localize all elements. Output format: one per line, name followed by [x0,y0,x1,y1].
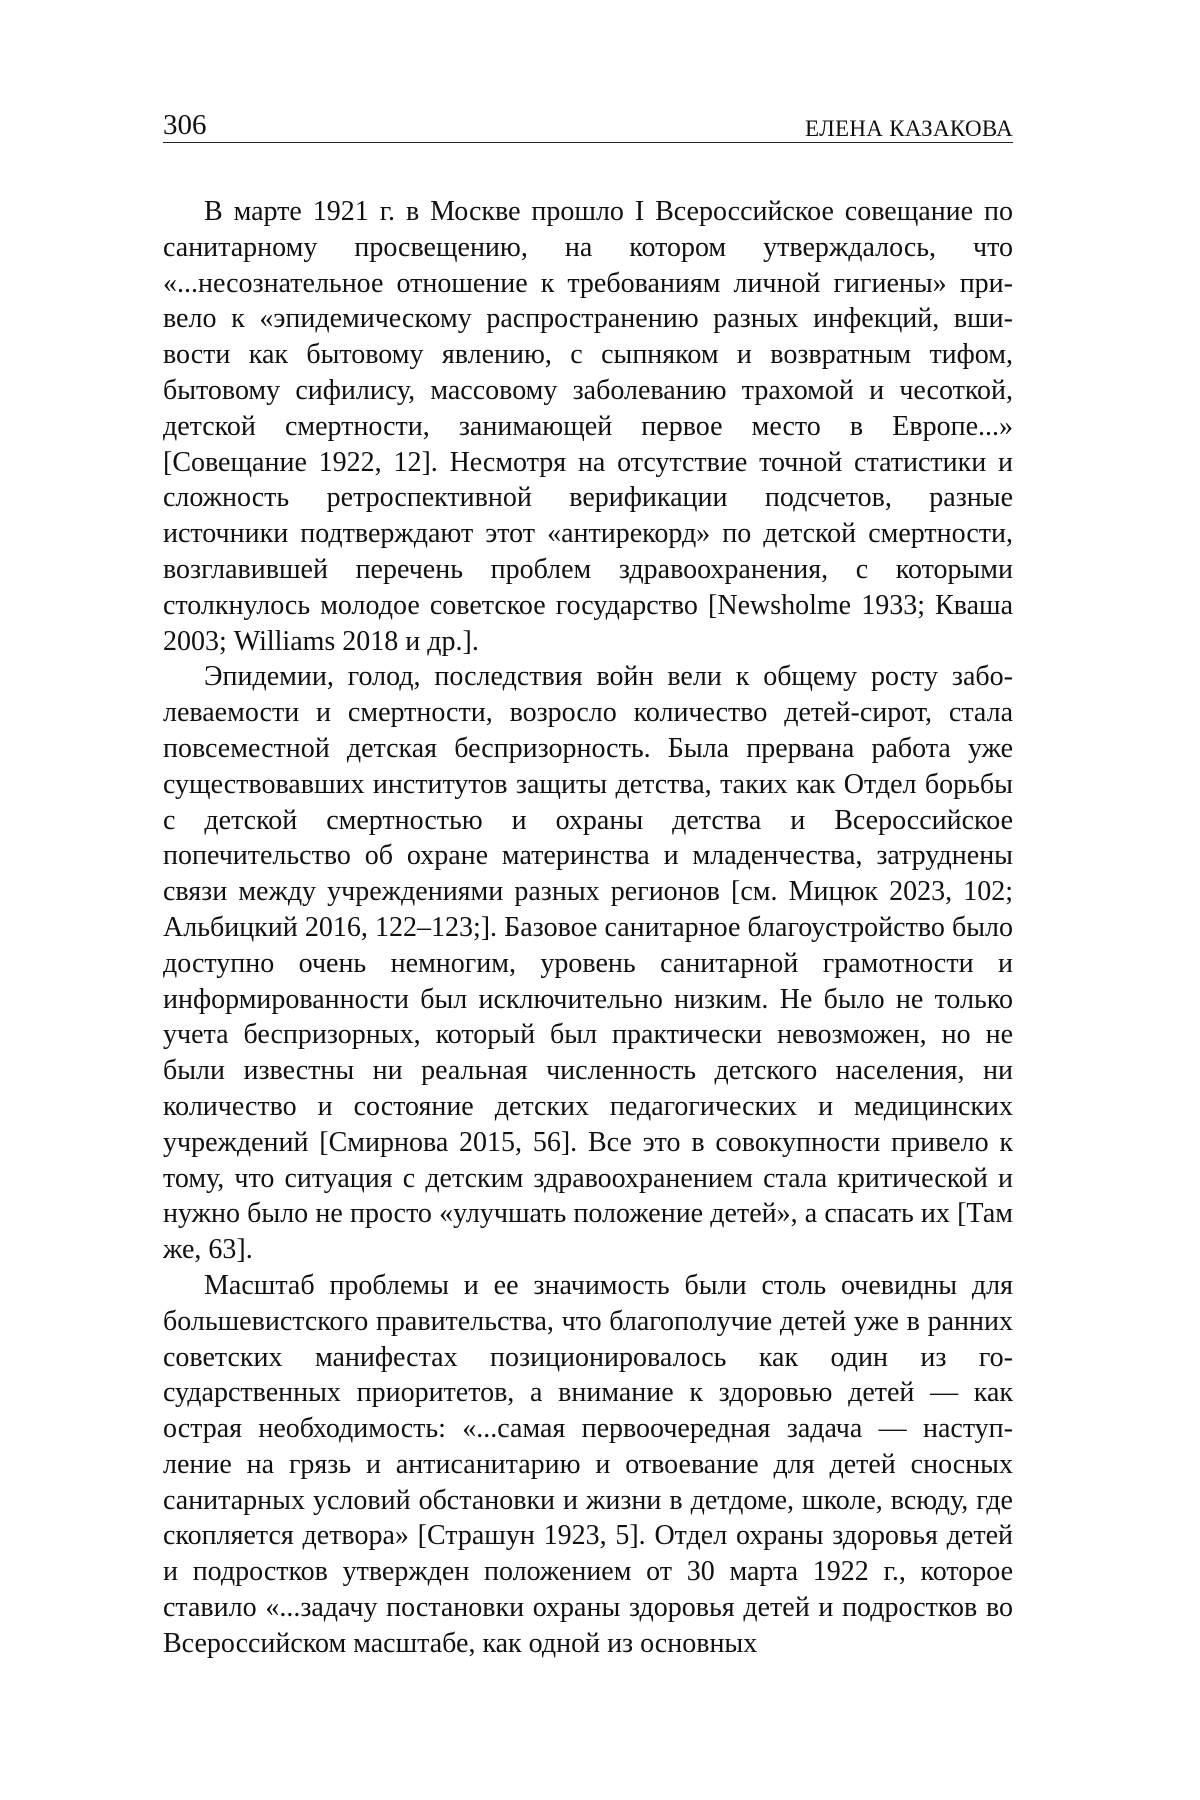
running-header-author: ЕЛЕНА КАЗАКОВА [805,116,1013,141]
paragraph-2: Эпидемии, голод, последствия войн вели к общему росту заболеваемости и смертности, возросло количество детей-сирот, стала повсеместной детская беспризорность. Была прервана работа уже существовавших институтов защиты детства, таких как Отдел борьбы с детской смертностью и охраны детства и Всероссийское попечительство об охране материнства и младенчества, затруднены связи между учреждениями разных регионов [см. Мицюк 2023, 102; Альбицкий 2016, 122–123;]. Базовое санитарное благоустройство было доступно очень немногим, уровень санитарной грамотности и информированности был исключительно низким. Не было не только учета беспризорных, который был практически невозможен, но не были известны ни реальная численность детского населения, ни количество и состояние детских педагогических и медицинских учреждений [Смирнова 2015, 56]. Все это в совокупности привело к тому, что ситуация с детским здравоохранением стала критической и нужно было не просто «улучшать положение детей», а спасать их [Там же, 63]. [163,661,1013,1266]
paragraph-1: В марте 1921 г. в Москве прошло I Всероссийское совещание по санитарному просвещению, на котором утверждалось, что «...несознательное отношение к требованиям личной гигиены» привело к «эпидемическому распространению разных инфекций, вшивости как бытовому явлению, с сыпняком и возвратным тифом, бытовому сифилису, массовому заболеванию трахомой и чесоткой, детской смертности, занимающей первое место в Европе...» [Совещание 1922, 12]. Несмотря на отсутствие точной статистики и сложность ретроспективной верификации подсчетов, разные источники подтверждают этот «антирекорд» по детской смертности, возглавившей перечень проблем здравоохранения, с которыми столкнулось молодое советское государство [Newsholme 1933; Кваша 2003; Williams 2018 и др.]. [163,196,1013,657]
book-page [163,100,1013,1662]
page-number: 306 [163,109,207,141]
running-header [163,100,1013,143]
body-text [163,194,1013,1662]
paragraph-3: Масштаб проблемы и ее значимость были столь очевидны для большевистского правительства, что благополучие детей уже в ранних советских манифестах позиционировалось как один из государственных приоритетов, а внимание к здоровью детей — как острая необходимость: «...самая первоочередная задача — наступление на грязь и антисанитарию и отвоевание для детей сносных санитарных условий обстановки и жизни в детдоме, школе, всюду, где скопляется детвора» [Страшун 1923, 5]. Отдел охраны здоровья детей и подростков утвержден положением от 30 марта 1922 г., которое ставило «...задачу постановки охраны здоровья детей и подростков во Всероссийском масштабе, как одной из основных [163,1269,1013,1659]
